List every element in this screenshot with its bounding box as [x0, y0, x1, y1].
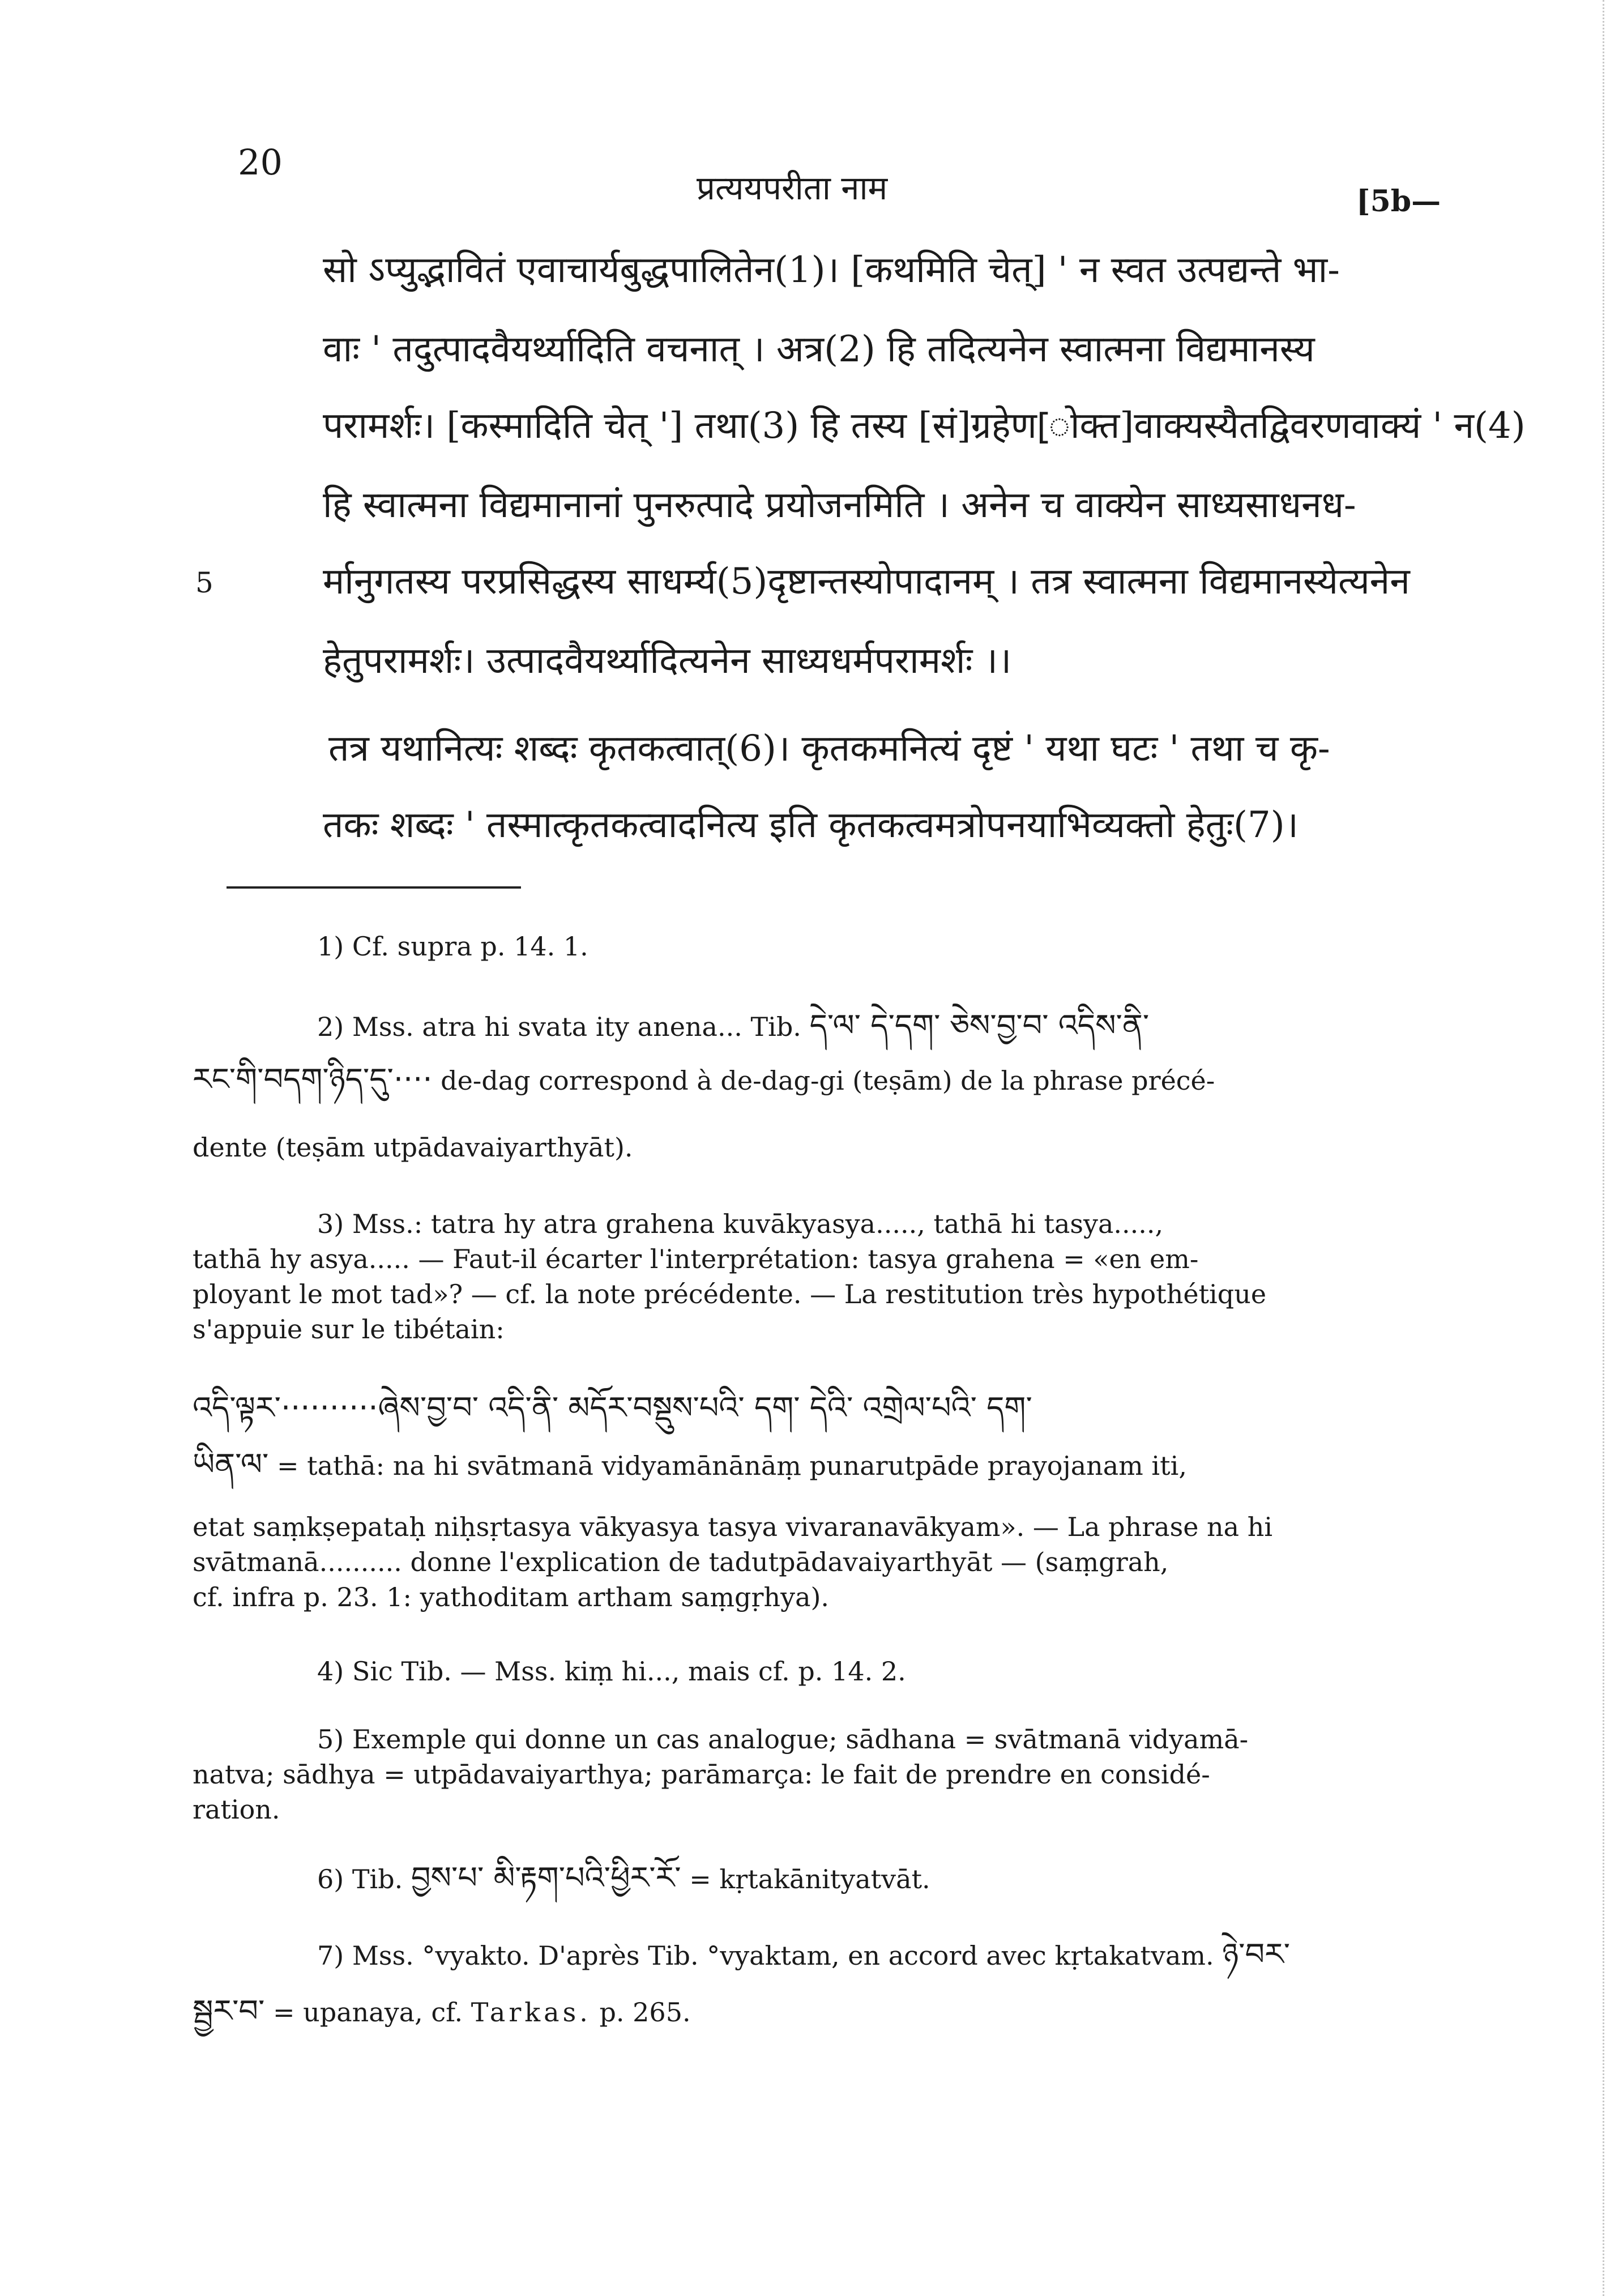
footnote-5-line-1: 5) Exemple qui donne un cas analogue; sādhana = svātmanā vidyamā-: [317, 1724, 1249, 1755]
footnote-3-line-2: tathā hy asya..... — Faut-il écarter l'interprétation: tasya grahena = «en em-: [193, 1244, 1199, 1274]
footnote-1: 1) Cf. supra p. 14. 1.: [317, 931, 588, 962]
footnote-6-label: 6) Tib.: [317, 1864, 403, 1894]
running-title: प्रत्ययपरीता नाम: [697, 169, 888, 207]
footnote-3-line-1: 3) Mss.: tatra hy atra grahena kuvākyasya....., tathā hi tasya.....,: [317, 1209, 1164, 1239]
sanskrit-line-1: सो ऽप्युद्भावितं एवाचार्यबुद्धपालितेन(1)। [कथमिति चेत्] ' न स्वत उत्पद्यन्ते भा-: [323, 249, 1340, 291]
footnote-3-line-3: ployant le mot tad»? — cf. la note précédente. — La restitution très hypothétique: [193, 1279, 1267, 1309]
footnote-7-page: p. 265.: [599, 1997, 691, 2028]
footnote-4: 4) Sic Tib. — Mss. kiṃ hi..., mais cf. p. 14. 2.: [317, 1656, 906, 1687]
footnote-3-line-7: etat saṃkṣepataḥ niḥsṛtasya vākyasya tasya vivaranavākyam». — La phrase na hi: [193, 1512, 1273, 1542]
footnote-6-translation: = kṛtakānityatvāt.: [689, 1864, 930, 1894]
footnote-3-tibetan-b: ཡིན་ལ་: [193, 1446, 269, 1482]
section-mark: [5b—: [1356, 184, 1441, 219]
footnote-6-tibetan: བྱས་པ་ མི་རྟག་པའི་ཕྱིར་རོ་: [411, 1860, 681, 1896]
line-number-marker: 5: [195, 566, 213, 599]
sanskrit-line-3: परामर्शः। [कस्मादिति चेत् '] तथा(3) हि तस्य [सं]ग्रहेण[ोक्त]वाक्यस्यैतद्विवरणवाक्यं ' न(4): [323, 405, 1526, 447]
footnote-2-line-3: dente (teṣām utpādavaiyarthyāt).: [193, 1132, 633, 1163]
footnote-7-tibetan-a: ཉེ་བར་: [1222, 1936, 1291, 1972]
footnote-7-line-1: [317, 1937, 1416, 1973]
footnote-3-line-9: cf. infra p. 23. 1: yathoditam artham saṃgṛhya).: [193, 1582, 830, 1612]
footnote-7-tibetan-b: སྦྱར་བ་: [193, 1993, 265, 2029]
sanskrit-line-8: तकः शब्दः ' तस्मात्कृतकत्वादनित्य इति कृतकत्वमत्रोपनयाभिव्यक्तो हेतुः(7)।: [323, 804, 1299, 846]
footnote-5-line-3: ration.: [193, 1794, 280, 1825]
sanskrit-line-2: वाः ' तदुत्पादवैयर्थ्यादिति वचनात् । अत्र(2) हि तदित्यनेन स्वात्मना विद्यमानस्य: [323, 328, 1315, 370]
footnote-5-line-2: natva; sādhya = utpādavaiyarthya; parāmarça: le fait de prendre en considé-: [193, 1759, 1210, 1790]
footnote-3-translation: = tathā: na hi svātmanā vidyamānānāṃ punarutpāde prayojanam iti,: [276, 1450, 1187, 1481]
sanskrit-line-5: र्मानुगतस्य परप्रसिद्धस्य साधर्म्य(5)दृष्टान्तस्योपादानम् । तत्र स्वात्मना विद्यमानस्येत्यनेन: [323, 561, 1410, 603]
footnote-3-tibetan-line: འདི་ལྟར་··········ཞེས་བྱ་བ་ འདི་ནི་ མདོར་བསྡུས་པའི་ དག་ དེའི་ འགྲེལ་པའི་ དག་: [193, 1390, 1032, 1426]
footnote-2-tibetan-a: དེ་ལ་ དེ་དག་ ཅེས་བྱ་བ་ འདིས་ནི་: [809, 1008, 1150, 1043]
footnote-3-line-8: svātmanā.......... donne l'explication de tadutpādavaiyarthyāt — (saṃgrah,: [193, 1547, 1169, 1577]
page-edge-dots: [1603, 0, 1606, 2296]
sanskrit-line-6: हेतुपरामर्शः। उत्पादवैयर्थ्यादित्यनेन साध्यधर्मपरामर्शः ।।: [323, 640, 1012, 682]
footnote-7-cont: = upanaya, cf.: [273, 1997, 463, 2028]
footnote-2-tibetan-b: རང་གི་བདག་ཉིད་དུ་····: [193, 1061, 433, 1097]
footnote-2-line-2: [193, 1062, 1416, 1098]
footnote-3-line-6: [193, 1447, 1416, 1483]
sanskrit-line-7: तत्र यथानित्यः शब्दः कृतकत्वात्(6)। कृतकमनित्यं दृष्टं ' यथा घटः ' तथा च कृ-: [328, 728, 1330, 770]
footnote-2: [317, 1008, 1495, 1044]
footnote-6: [317, 1860, 1495, 1897]
footnote-7-line-2: [193, 1994, 1370, 2030]
footnote-2-cont: de-dag correspond à de-dag-gi (teṣām) de la phrase précé-: [441, 1065, 1215, 1096]
footnote-7-ref: Tarkas.: [471, 1997, 591, 2028]
page-number: 20: [238, 142, 283, 183]
footnote-3-line-4: s'appuie sur le tibétain:: [193, 1314, 505, 1345]
footnote-rule: [227, 886, 521, 889]
footnote-2-text: 2) Mss. atra hi svata ity anena... Tib.: [317, 1012, 801, 1042]
footnote-7-text: 7) Mss. °vyakto. D'après Tib. °vyaktam, en accord avec kṛtakatvam.: [317, 1940, 1214, 1971]
sanskrit-line-4: हि स्वात्मना विद्यमानानां पुनरुत्पादे प्रयोजनमिति । अनेन च वाक्येन साध्यसाधनध-: [323, 484, 1356, 526]
